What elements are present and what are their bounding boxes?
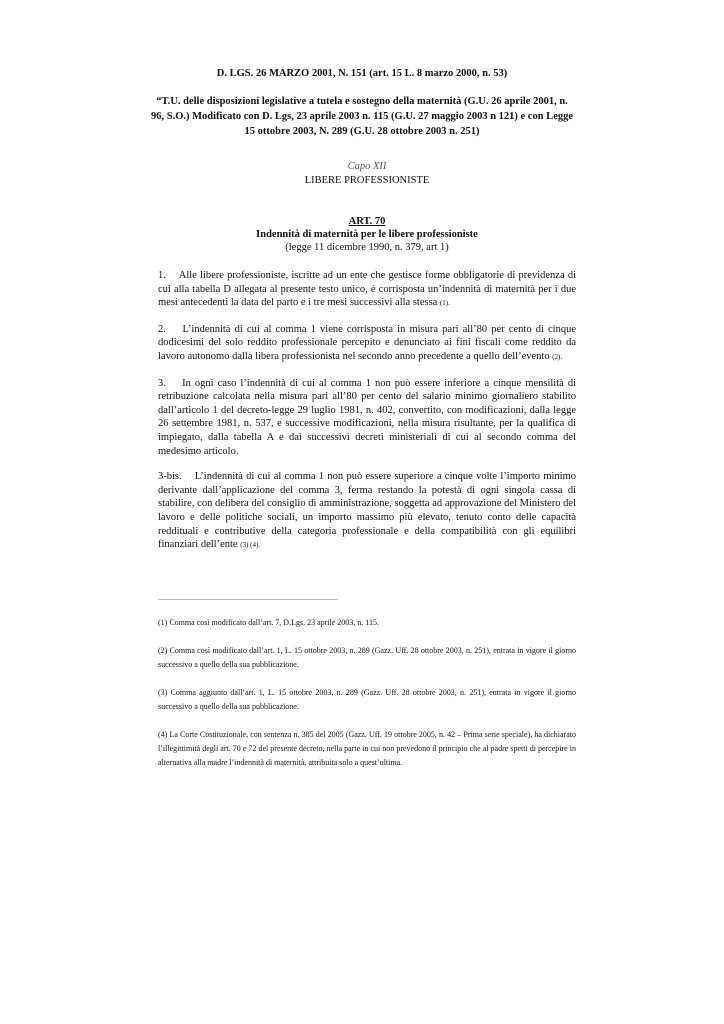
decree-title: D. LGS. 26 MARZO 2001, N. 151 (art. 15 L. 8 marzo 2000, n. 53) [216,68,508,79]
paragraph-text: Alle libere professioniste, iscritte ad un ente che gestisce forme obbligatorie di previdenza di cui alla tabella D allegata al presente testo unico, è corrisposta un’indennità di maternità per i due mesi antecedenti la data del parto e i tre mesi successivi alla stessa [158,270,576,309]
paragraph-text: L’indennità di cui al comma 1 non può essere superiore a cinque volte l’importo minimo derivante dall’applicazione del comma 3, ferma restando la potestà di ogni singola cassa di stabilire, con delibera del consiglio di amministrazione, soggetta ad approvazione del Ministero del lavoro e delle politiche sociali, un importo massimo più elevato, tenuto conto delle capacità reddituali e contributive della categoria professionale e della compatibilità con gli equilibri finanziari dell’ente [158,471,576,551]
chapter-number: Capo XII [347,161,387,172]
article-body [158,269,576,565]
paragraph-number: 3-bis. [158,471,182,483]
decree-subtitle: “T.U. delle disposizioni legislative a tutela e sostegno della maternità (G.U. 26 aprile 2001, n. 96, S.O.) Modificato con D. Lgs, 23 aprile 2003 n. 115 (G.U. 27 maggio 2003 n 121) e con Legge 15 ottobre 2003, N. 289 (G.U. 28 ottobre 2003 n. 251) [150,96,574,137]
footnote-4: (4) La Corte Costituzionale, con sentenza n. 385 del 2005 (Gazz. Uff. 19 ottobre 2005, n. 42 – Prima serie speciale), ha dichiarato l’illegittimità degli art. 70 e 72 del presente decreto, nella parte in cui non prevedono il principio che al padre spetti di percepire in alternativa alla madre l’indennità di maternità, attribuita solo a quest’ultima. [158,730,576,767]
paragraph-text: L’indennità di cui al comma 1 viene corrisposta in misura pari all’80 per cento di cinque dodicesimi del solo reddito professionale percepito e denunciato ai fini fiscali come reddito da lavoro autonomo dalla libera professionista nel secondo anno precedente a quello dell’evento [158,323,577,362]
footnote-2: (2) Comma così modificato dall’art. 1, L. 15 ottobre 2003, n. 289 (Gazz. Uff. 28 ottobre 2003, n. 251), entrata in vigore il giorno successivo a quello della sua pubblicazione. [158,646,576,669]
paragraph-text: In ogni caso l’indennità di cui al comma 1 non può essere inferiore a cinque mensilità di retribuzione calcolata nella misura pari all’80 per cento del salario minimo giornaliero stabilito dall’articolo 1 del decreto-legge 29 luglio 1981, n. 402, convertito, con modificazioni, dalla legge 26 settembre 1981, n. 537, e successive modificazioni, nella misura risultante, per la qualifica di impiegato, dalla tabella A e dai successivi decreti ministeriali di cui al secondo comma del medesimo articolo. [158,377,577,457]
footnote-ref: (3) (4). [240,541,261,550]
article-title: Indennità di maternità per le libere professioniste [256,229,478,240]
document-header [150,66,574,139]
paragraph-number: 2. [158,323,166,335]
chapter-title: LIBERE PROFESSIONISTE [304,175,430,186]
footnotes [158,616,576,784]
paragraph-3-bis [158,470,576,553]
footnote-3: (3) Comma aggiunto dall’art. 1, L. 15 ottobre 2003, n. 289 (Gazz. Uff. 28 ottobre 2003, n. 251), entrata in vigore il giorno successivo a quello della sua pubblicazione. [158,688,576,711]
footnote-ref: (2). [552,352,563,361]
footnote-ref: (1). [439,299,450,308]
footnote-divider [158,599,338,600]
paragraph-number: 1. [158,270,166,281]
paragraph-1 [158,269,576,311]
footnote-1: (1) Comma così modificato dall’art. 7, D.Lgs. 23 aprile 2003, n. 115. [158,618,379,627]
article-number: ART. 70 [348,216,386,227]
paragraph-2 [158,323,576,365]
article-reference: (legge 11 dicembre 1990, n. 379, art 1) [285,242,449,253]
article-heading [0,215,724,254]
chapter-heading [0,160,724,188]
paragraph-3 [158,377,576,459]
paragraph-number: 3. [158,377,166,389]
